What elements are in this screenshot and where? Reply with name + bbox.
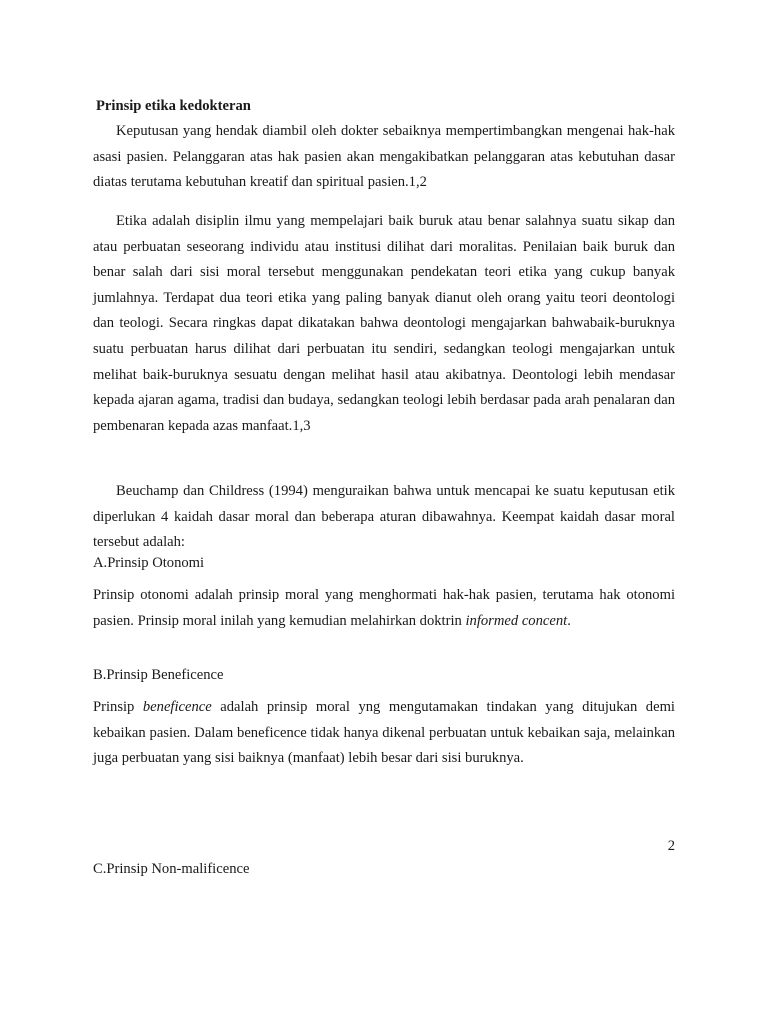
paragraph-beneficence-text: adalah prinsip moral yng mengutamakan tindakan yang ditujukan demi kebaikan pasien. Dalam beneficence tidak hanya dikenal perbuatan untuk kebaikan saja, melainkan juga perbuatan yang sisi baiknya (manfaat) lebih besar dari sisi buruknya. — [93, 699, 675, 767]
paragraph-otonomi-text: Prinsip otonomi adalah prinsip moral yang menghormati hak-hak pasien, terutama hak otonomi pasien. Prinsip moral inilah yang kemudian melahirkan doktrin — [93, 587, 675, 629]
document-title: Prinsip etika kedokteran — [96, 98, 251, 114]
page-number: 2 — [667, 838, 675, 854]
paragraph-beneficence-italic: beneficence — [142, 699, 212, 715]
paragraph-otonomi — [93, 583, 675, 634]
paragraph-otonomi-italic: informed concent — [465, 612, 568, 629]
paragraph-beuchamp: Beuchamp dan Childress (1994) menguraikan bahwa untuk mencapai ke suatu keputusan etik diperlukan 4 kaidah dasar moral dan beberapa aturan dibawahnya. Keempat kaidah dasar moral tersebut adalah: — [93, 483, 675, 551]
paragraph-etika: Etika adalah disiplin ilmu yang mempelajari baik buruk atau benar salahnya suatu sikap dan atau perbuatan seseorang individu atau institusi dilihat dari moralitas. Penilaian baik buruk dan benar salah dari sisi moral tersebut menggunakan pendekatan teori etika yang cukup banyak jumlahnya. Terdapat dua teori etika yang paling banyak dianut oleh orang yaitu teori deontologi dan teologi. Secara ringkas dapat dikatakan bahwa deontologi mengajarkan bahwabaik-buruknya suatu perbuatan harus dilihat dari perbuatan itu sendiri, sedangkan teologi mengajarkan untuk melihat baik-buruknya sesuatu dengan melihat hasil atau akibatnya. Deontologi lebih mendasar kepada ajaran agama, tradisi dan budaya, sedangkan teologi lebih berdasar pada arah penalaran dan pembenaran kepada azas manfaat.1,3 — [93, 213, 675, 434]
paragraph-beneficence-start: Prinsip — [93, 699, 143, 715]
paragraph-keputusan: Keputusan yang hendak diambil oleh dokter sebaiknya mempertimbangkan mengenai hak-hak asasi pasien. Pelanggaran atas hak pasien akan mengakibatkan pelanggaran atas kebutuhan dasar diatas terutama kebutuhan kreatif dan spiritual pasien.1,2 — [93, 123, 675, 191]
heading-prinsip-non-malificence: C.Prinsip Non-malificence — [93, 861, 250, 877]
heading-prinsip-otonomi: A.Prinsip Otonomi — [93, 555, 205, 571]
paragraph-beneficence — [93, 695, 675, 772]
paragraph-otonomi-end: . — [567, 612, 571, 629]
heading-prinsip-beneficence: B.Prinsip Beneficence — [93, 667, 224, 683]
